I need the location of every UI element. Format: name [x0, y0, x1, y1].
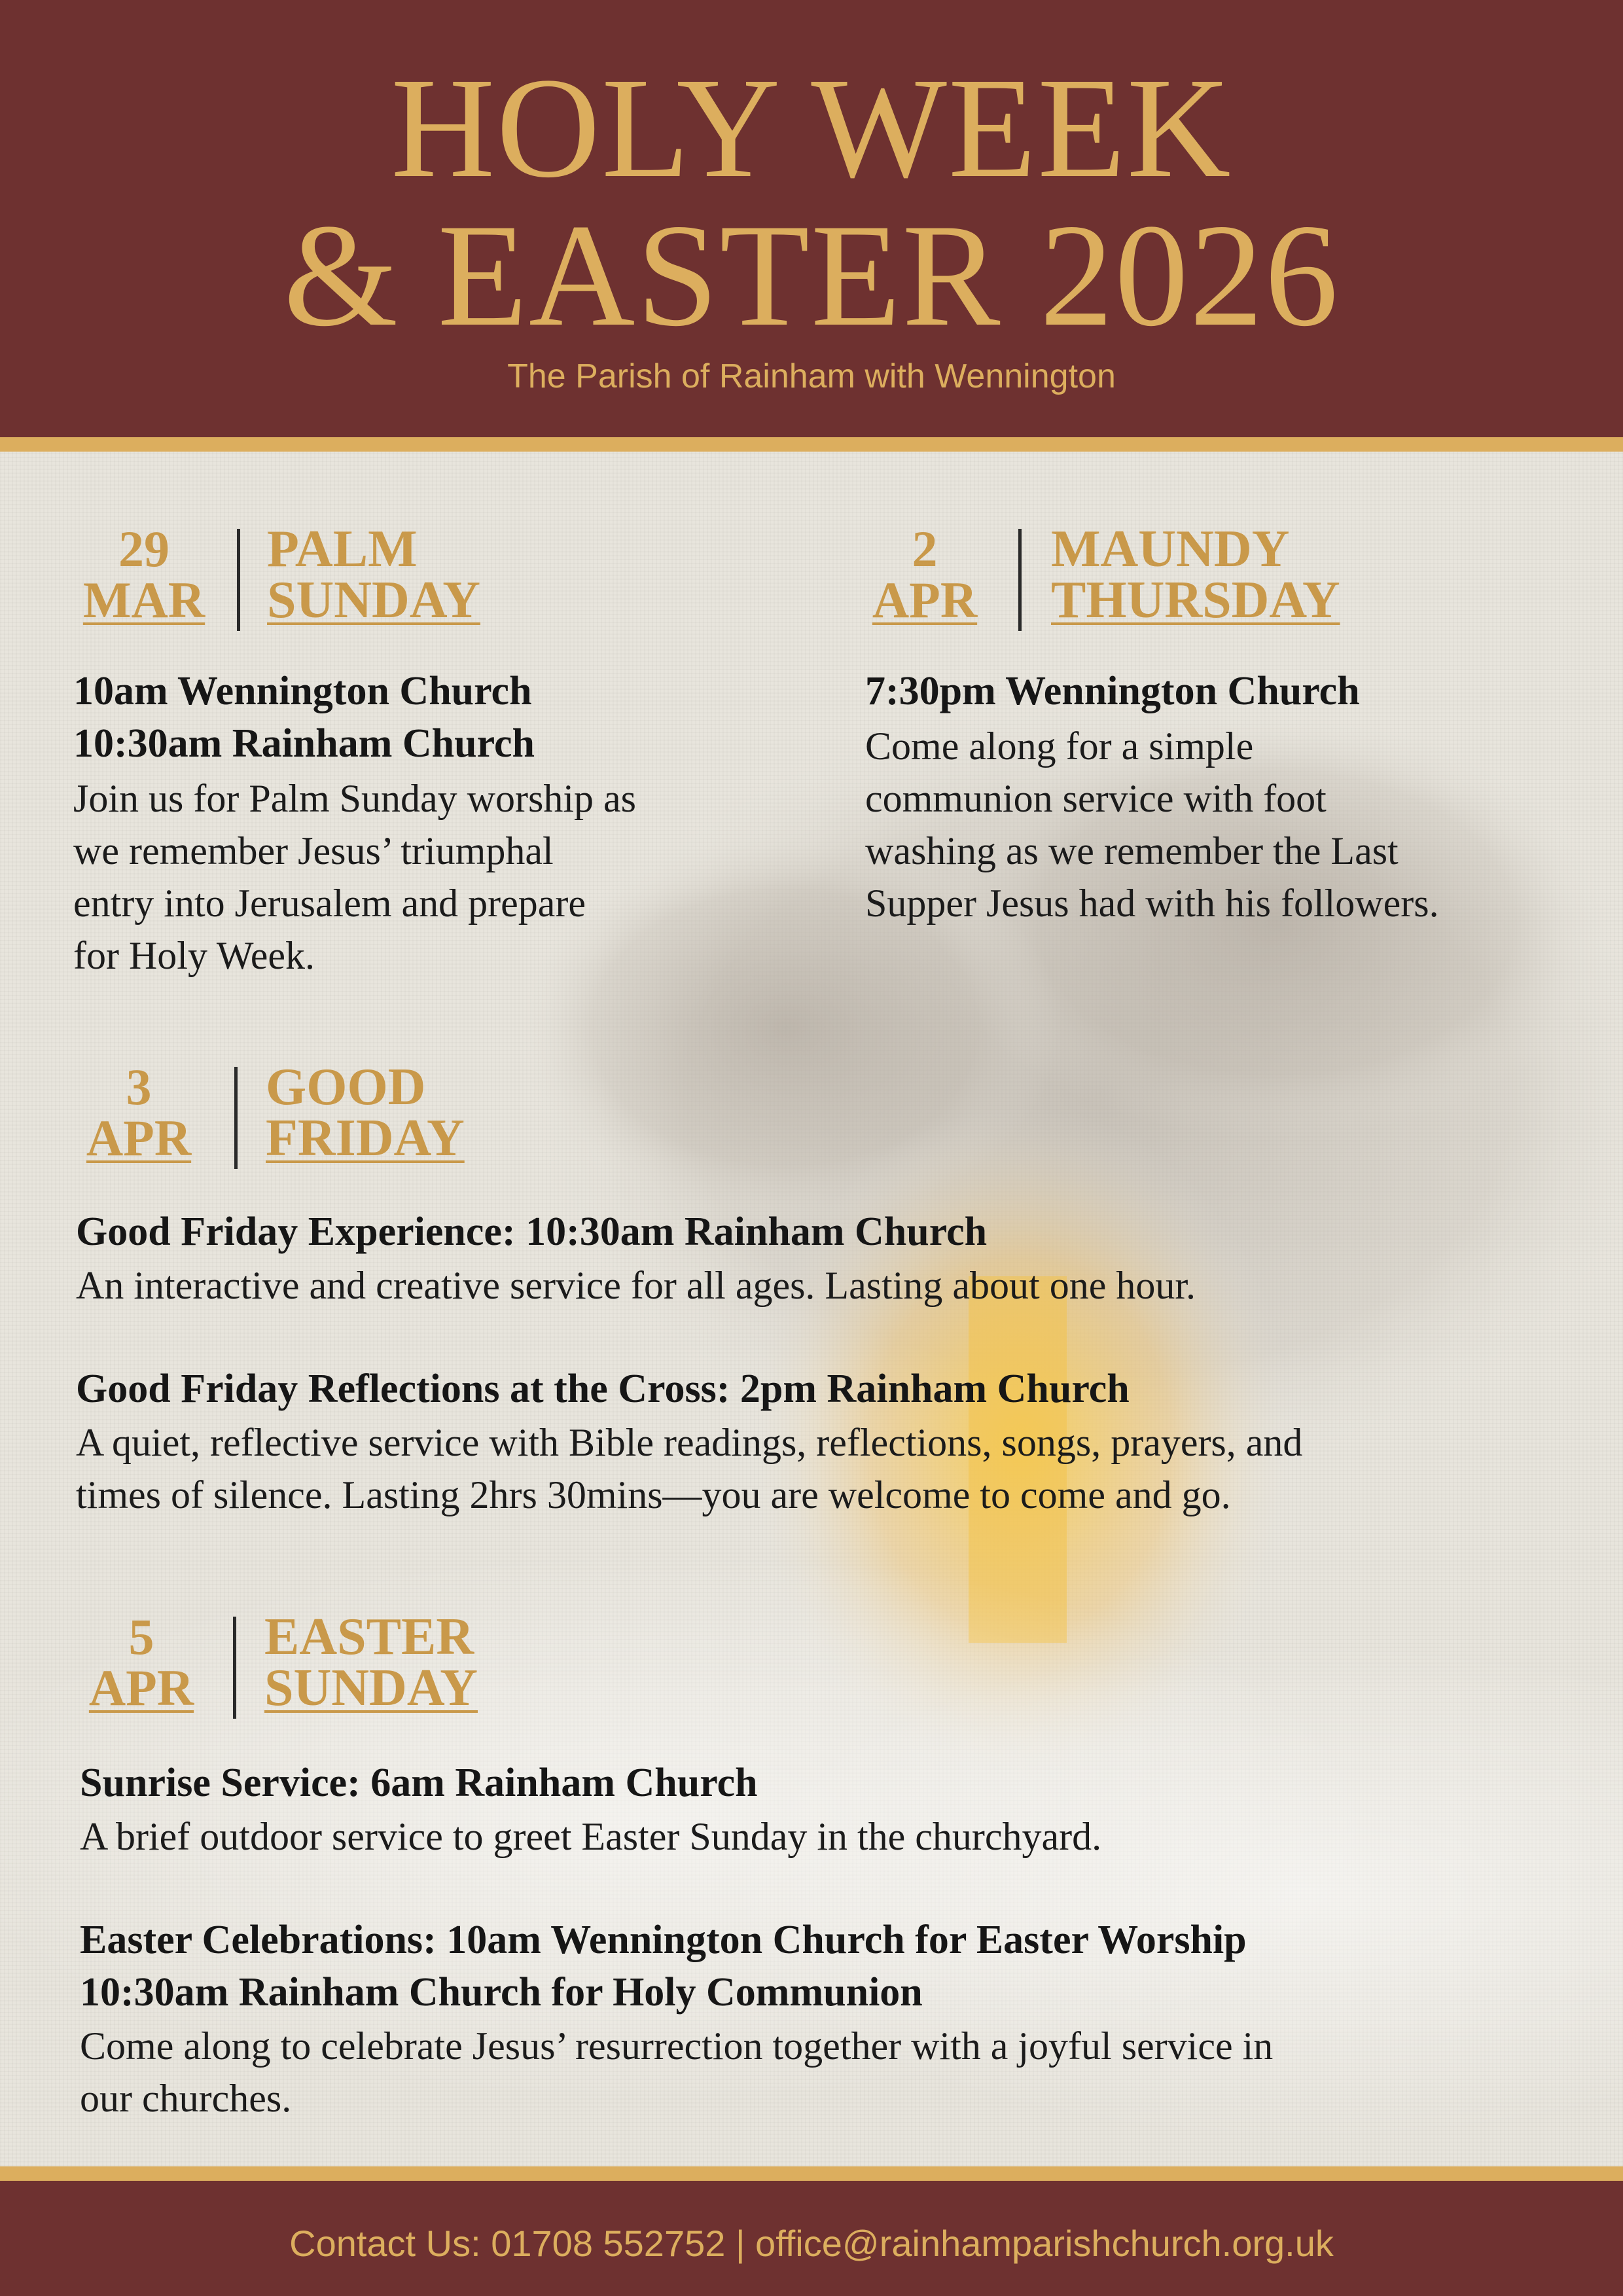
palm-sunday-heading-line2: SUNDAY	[267, 571, 481, 629]
good-friday-experience-title: Good Friday Experience: 10:30am Rainham Church	[76, 1210, 988, 1254]
palm-sunday-time-2: 10:30am Rainham Church	[73, 721, 535, 766]
maundy-thursday-separator	[1018, 529, 1022, 631]
good-friday-heading	[266, 1058, 465, 1167]
maundy-thursday-time: 7:30pm Wennington Church	[865, 669, 1360, 713]
palm-sunday-month: MAR	[82, 571, 205, 628]
good-friday-separator	[234, 1067, 238, 1169]
maundy-desc-line: washing as we remember the Last	[865, 829, 1399, 872]
maundy-thursday-day: 2	[912, 520, 938, 577]
good-friday-heading-line2: FRIDAY	[266, 1109, 465, 1167]
easter-sunday-month: APR	[88, 1659, 194, 1716]
easter-celebrations-text	[80, 2020, 1273, 2125]
good-friday-heading-line1: GOOD	[266, 1058, 426, 1116]
celebrations-line: our churches.	[80, 2077, 292, 2120]
easter-sunday-day: 5	[128, 1608, 154, 1665]
good-friday-experience-text: An interactive and creative service for all ages. Lasting about one hour.	[76, 1264, 1196, 1307]
parish-subtitle: The Parish of Rainham with Wennington	[507, 357, 1116, 395]
easter-celebrations-title-1: Easter Celebrations: 10am Wennington Church for Easter Worship	[80, 1918, 1247, 1962]
reflections-line: times of silence. Lasting 2hrs 30mins—you are welcome to come and go.	[76, 1473, 1231, 1516]
easter-celebrations-title-2: 10:30am Rainham Church for Holy Communion	[80, 1970, 923, 2015]
footer-divider	[0, 2166, 1623, 2181]
good-friday-day: 3	[126, 1058, 152, 1115]
easter-heading-line1: EASTER	[264, 1608, 474, 1666]
maundy-desc-line: Supper Jesus had with his followers.	[865, 882, 1439, 925]
palm-sunday-time-1: 10am Wennington Church	[73, 669, 532, 713]
palm-desc-line: Join us for Palm Sunday worship as	[73, 777, 636, 820]
good-friday-reflections-title: Good Friday Reflections at the Cross: 2pm Rainham Church	[76, 1367, 1130, 1411]
palm-desc-line: entry into Jerusalem and prepare	[73, 882, 586, 925]
title-line-2: & EASTER 2026	[283, 193, 1340, 357]
reflections-line: A quiet, reflective service with Bible readings, reflections, songs, prayers, and	[76, 1421, 1303, 1464]
easter-sunday-heading	[264, 1608, 478, 1717]
palm-sunday-day: 29	[118, 520, 169, 577]
good-friday-month: APR	[86, 1109, 192, 1166]
palm-desc-line: for Holy Week.	[73, 934, 315, 977]
maundy-desc-line: Come along for a simple	[865, 725, 1254, 768]
palm-sunday-separator	[237, 529, 240, 631]
maundy-thursday-heading	[1051, 520, 1340, 629]
maundy-thursday-month: APR	[872, 571, 978, 628]
title-line-1: HOLY WEEK	[391, 48, 1232, 207]
maundy-heading-line1: MAUNDY	[1051, 520, 1290, 578]
maundy-thursday-description	[865, 720, 1598, 929]
maundy-heading-line2: THURSDAY	[1051, 571, 1340, 629]
maundy-desc-line: communion service with foot	[865, 777, 1327, 820]
palm-sunday-description	[73, 772, 793, 982]
easter-sunrise-title: Sunrise Service: 6am Rainham Church	[80, 1761, 758, 1805]
celebrations-line: Come along to celebrate Jesus’ resurrection together with a joyful service in	[80, 2024, 1274, 2068]
header-divider	[0, 437, 1623, 452]
good-friday-reflections-text	[76, 1416, 1302, 1521]
header-banner	[0, 0, 1623, 437]
easter-sunrise-text: A brief outdoor service to greet Easter Sunday in the churchyard.	[80, 1815, 1102, 1858]
palm-sunday-heading	[267, 520, 481, 629]
easter-sunday-separator	[233, 1617, 236, 1719]
easter-heading-line2: SUNDAY	[264, 1659, 478, 1717]
palm-sunday-heading-line1: PALM	[267, 520, 418, 578]
contact-line[interactable]: Contact Us: 01708 552752 | office@rainhamparishchurch.org.uk	[289, 2223, 1334, 2264]
palm-desc-line: we remember Jesus’ triumphal	[73, 829, 554, 872]
